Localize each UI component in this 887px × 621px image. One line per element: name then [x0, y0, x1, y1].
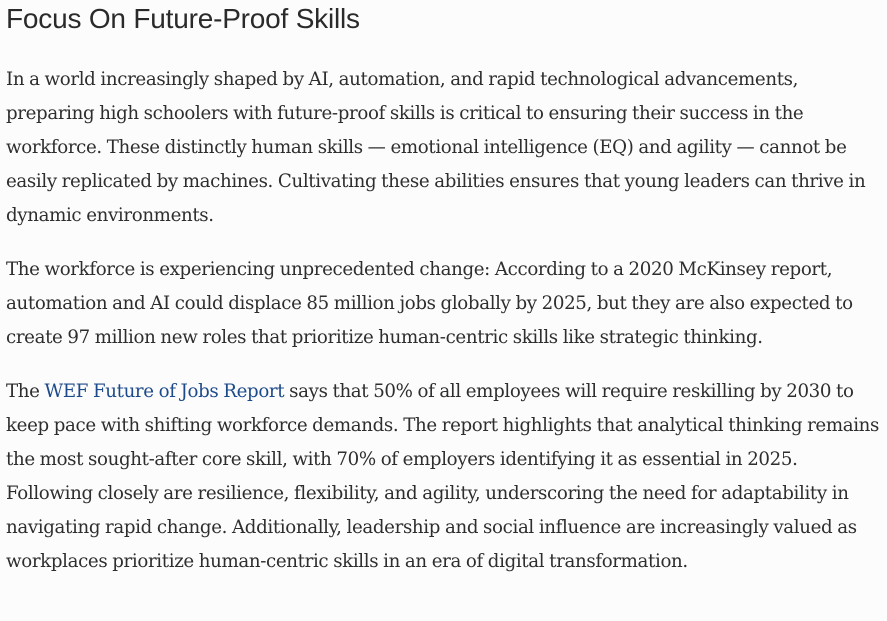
paragraph-future-proof-skills: In a world increasingly shaped by AI, automation, and rapid technological advancements, preparing high schoolers with future-proof skills is critical to ensuring their success in the workforce. These distinctly human skills — emotional intelligence (EQ) and agility — cannot be easily replicated by machines. Cultivating these abilities ensures that young leaders can thrive in dynamic environments. [6, 69, 866, 226]
paragraph-wef-report [6, 375, 884, 579]
wef-report-link[interactable]: WEF Future of Jobs Report [44, 381, 285, 402]
article-body [6, 0, 884, 579]
paragraph-text-before-link: The [6, 381, 45, 402]
section-heading: Focus On Future-Proof Skills [6, 3, 360, 34]
paragraph-text-after-link: says that 50% of all employees will require reskilling by 2030 to keep pace with shifting workforce demands. The report highlights that analytical thinking remains the most sought-after core skill, with 70% of employers identifying it as essential in 2025. Following closely are resilience, flexibility, and agility, underscoring the need for adaptability in navigating rapid change. Additionally, leadership and social influence are increasingly valued as workplaces prioritize human-centric skills in an era of digital transformation. [6, 381, 880, 572]
paragraph-workforce-change: The workforce is experiencing unprecedented change: According to a 2020 McKinsey report, automation and AI could displace 85 million jobs globally by 2025, but they are also expected to create 97 million new roles that prioritize human-centric skills like strategic thinking. [6, 259, 853, 348]
